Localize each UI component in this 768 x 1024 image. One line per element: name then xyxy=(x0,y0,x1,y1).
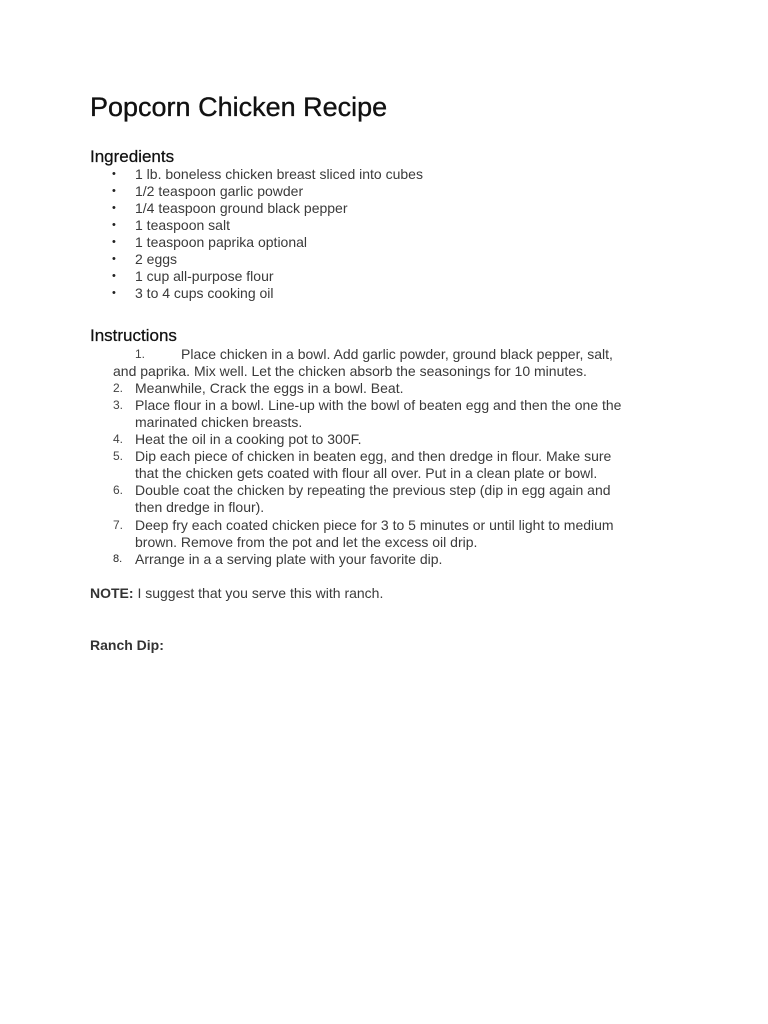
instruction-step xyxy=(0,431,768,448)
step-text: Heat the oil in a cooking pot to 300F. xyxy=(135,431,362,447)
instruction-step xyxy=(0,551,768,568)
step-text: marinated chicken breasts. xyxy=(135,414,303,430)
bullet-icon: • xyxy=(112,185,116,197)
bullet-icon: • xyxy=(112,236,116,248)
step-number: 8. xyxy=(113,553,123,565)
ingredient-text: 1/2 teaspoon garlic powder xyxy=(135,183,304,199)
ingredient-text: 1 teaspoon paprika optional xyxy=(135,234,308,250)
step-number: 2. xyxy=(113,381,124,395)
step-number: 4. xyxy=(113,432,124,446)
instruction-step xyxy=(0,380,768,397)
step-text: Dip each piece of chicken in beaten egg, and then dredge in flour. Make sure xyxy=(135,448,612,464)
step-text: Place flour in a bowl. Line-up with the bowl of beaten egg and then the one the xyxy=(135,397,622,413)
bullet-icon: • xyxy=(112,219,116,231)
note-text: I suggest that you serve this with ranch. xyxy=(133,585,384,601)
step-text: brown. Remove from the pot and let the excess oil drip. xyxy=(135,534,478,550)
ingredient-text: 1 teaspoon salt xyxy=(135,217,230,233)
step-number: 5. xyxy=(113,449,124,463)
step-text: that the chicken gets coated with flour all over. Put in a clean plate or bowl. xyxy=(135,465,598,481)
bullet-icon: • xyxy=(112,253,116,265)
step-number: 3. xyxy=(113,398,124,412)
note-paragraph xyxy=(90,585,383,602)
ingredient-text: 1 cup all-purpose flour xyxy=(135,268,274,284)
instructions-heading: Instructions xyxy=(90,326,177,345)
step-text: then dredge in flour). xyxy=(135,499,265,515)
bullet-icon: • xyxy=(112,287,116,299)
step-number: 6. xyxy=(113,483,124,497)
step-number: 7. xyxy=(113,518,124,532)
instruction-step xyxy=(0,346,768,380)
step-text: Meanwhile, Crack the eggs in a bowl. Beat. xyxy=(135,380,404,396)
note-label: NOTE: xyxy=(90,585,134,601)
ingredients-heading: Ingredients xyxy=(90,147,175,166)
instruction-step xyxy=(0,517,768,551)
ingredient-text: 3 to 4 cups cooking oil xyxy=(135,285,274,301)
step-text: Place chicken in a bowl. Add garlic powder, ground black pepper, salt, xyxy=(181,346,613,362)
recipe-title: Popcorn Chicken Recipe xyxy=(90,92,388,122)
step-text: Double coat the chicken by repeating the previous step (dip in egg again and xyxy=(135,482,611,498)
instruction-step xyxy=(0,482,768,516)
bullet-icon: • xyxy=(112,168,116,180)
ingredient-text: 1 lb. boneless chicken breast sliced into cubes xyxy=(135,166,423,182)
instruction-step xyxy=(0,448,768,482)
ingredient-text: 2 eggs xyxy=(135,251,178,267)
ingredient-text: 1/4 teaspoon ground black pepper xyxy=(135,200,348,216)
step-text: and paprika. Mix well. Let the chicken absorb the seasonings for 10 minutes. xyxy=(113,363,587,379)
instruction-step xyxy=(0,397,768,431)
bullet-icon: • xyxy=(112,202,116,214)
step-number: 1. xyxy=(135,347,146,361)
bullet-icon: • xyxy=(112,270,116,282)
step-text: Arrange in a a serving plate with your favorite dip. xyxy=(135,551,443,567)
step-text: Deep fry each coated chicken piece for 3 to 5 minutes or until light to medium xyxy=(135,517,614,533)
ranch-dip-heading: Ranch Dip: xyxy=(90,637,164,653)
